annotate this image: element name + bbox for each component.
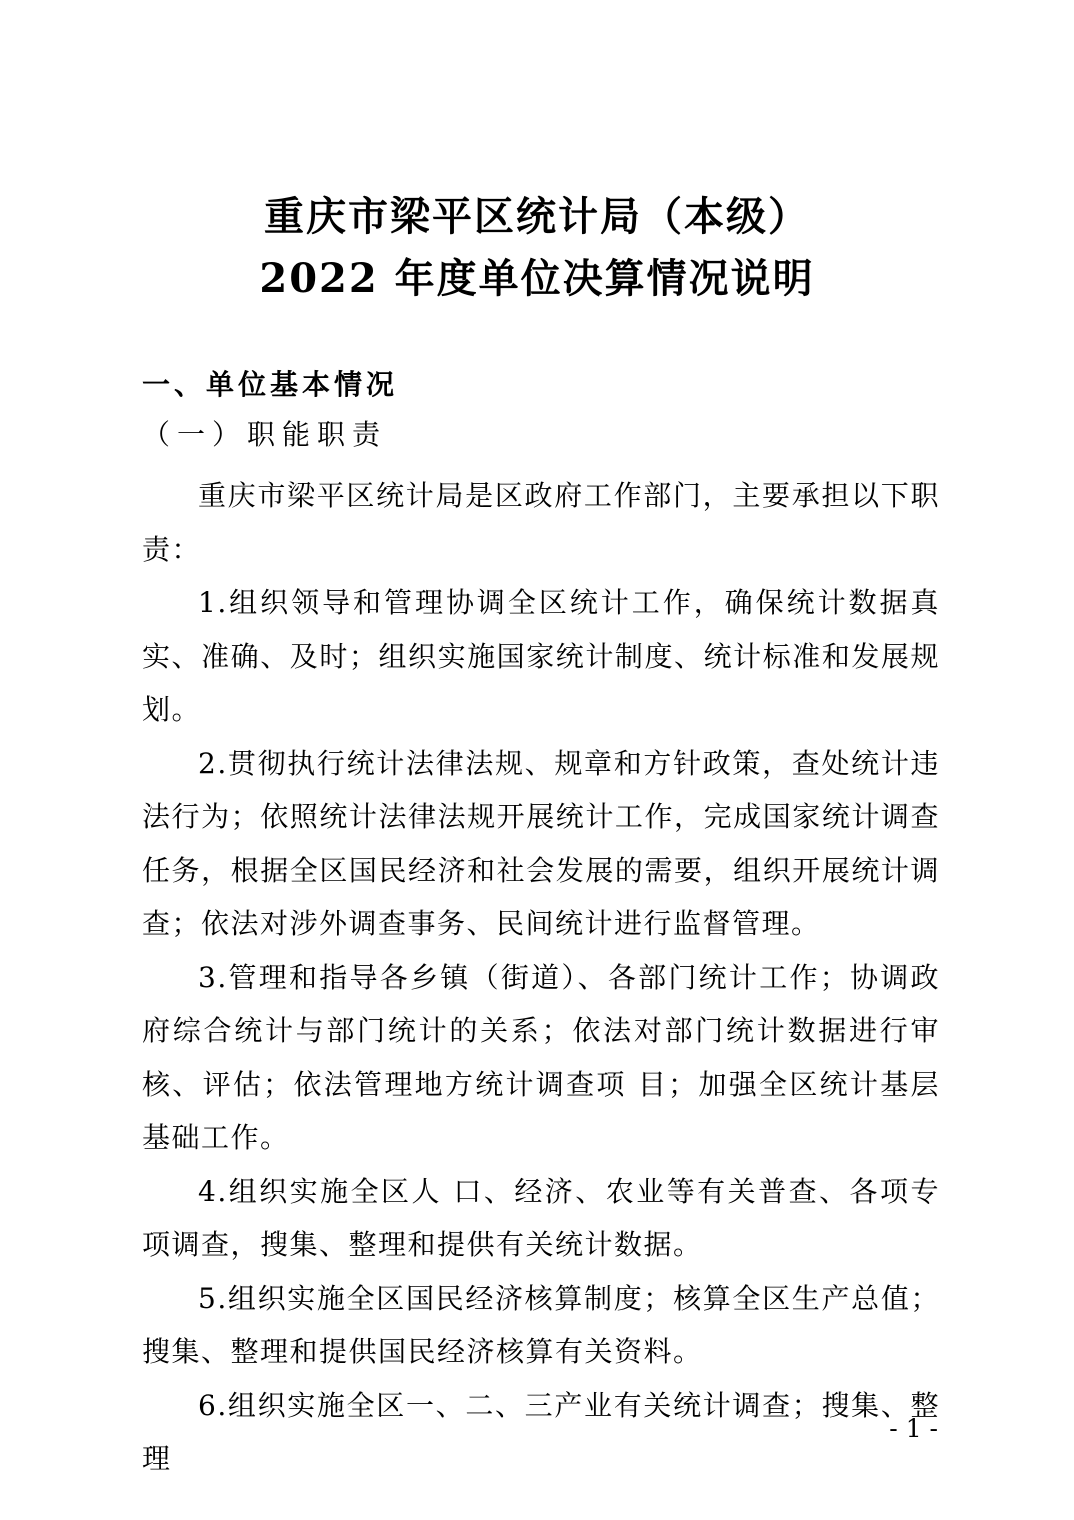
- document-title-line1: 重庆市梁平区统计局（本级）: [264, 193, 810, 240]
- paragraph-intro: 重庆市梁平区统计局是区政府工作部门，主要承担以下职责：: [142, 479, 940, 566]
- document-title: [0, 0, 1074, 310]
- document-title-line2: 2022 年度单位决算情况说明: [259, 255, 815, 302]
- paragraph-duty-2: 2.贯彻执行统计法律法规、规章和方针政策，查处统计违法行为；依照统计法律法规开展统计工作，完成国家统计调查任务，根据全区国民经济和社会发展的需要，组织开展统计调查；依法对涉外调查事务、民间统计进行监督管理。: [142, 746, 940, 940]
- page-number: - 1 -: [889, 1414, 938, 1443]
- section-heading-basic-info: 一、单位基本情况: [142, 369, 399, 400]
- paragraph-duty-1: 1.组织领导和管理协调全区统计工作，确保统计数据真实、准确、及时；组织实施国家统计制度、统计标准和发展规划。: [142, 586, 940, 726]
- paragraph-duty-5: 5.组织实施全区国民经济核算制度；核算全区生产总值；搜集、整理和提供国民经济核算有关资料。: [142, 1281, 940, 1368]
- paragraph-duty-3: 3.管理和指导各乡镇（街道）、各部门统计工作；协调政府综合统计与部门统计的关系；依法对部门统计数据进行审核、评估；依法管理地方统计调查项 目；加强全区统计基层基础工作。: [142, 960, 940, 1154]
- paragraph-duty-4: 4.组织实施全区人 口、经济、农业等有关普查、各项专项调查，搜集、整理和提供有关统计数据。: [142, 1174, 940, 1261]
- page-footer: [889, 1414, 938, 1444]
- document-body: [142, 360, 940, 1486]
- paragraph-duty-6: 6.组织实施全区一、二、三产业有关统计调查；搜集、整理: [142, 1388, 940, 1475]
- subsection-heading-duties: （一）职能职责: [142, 418, 388, 451]
